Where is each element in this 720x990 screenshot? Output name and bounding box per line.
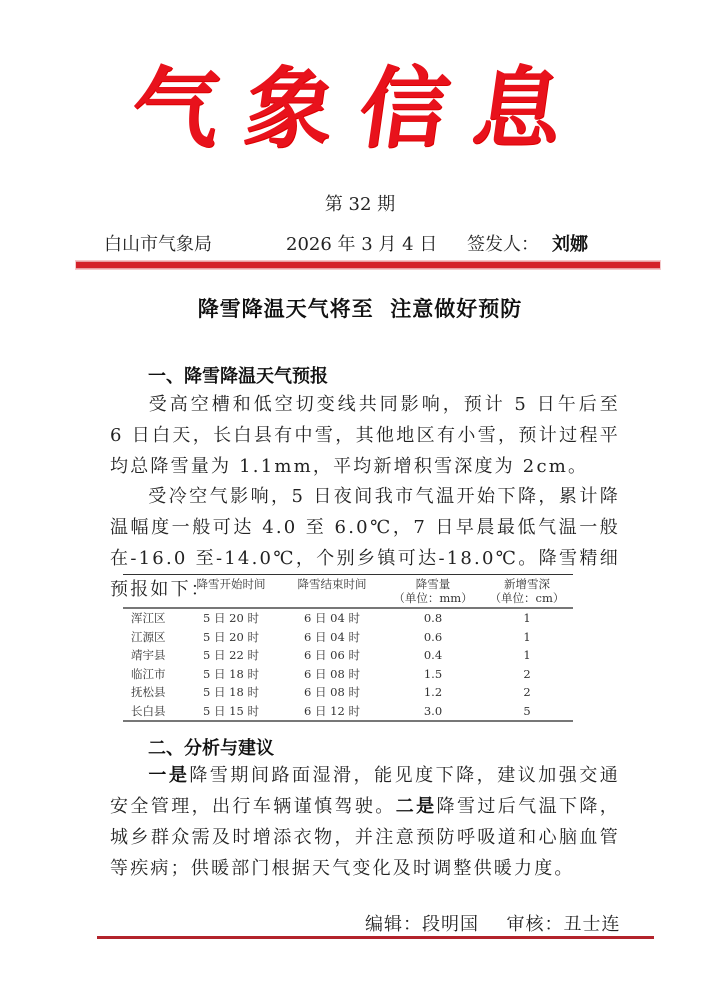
paragraph-text: 受高空槽和低空切变线共同影响，预计 5 日午后至 6 日白天，长白县有中雪，其他地区有小雪，预计过程平均总降雪量为 1.1mm，平均新增积雪深度为 2cm。 [110, 394, 620, 477]
table-header-row [123, 575, 573, 609]
end-time-cell: 6 日 04 时 [304, 629, 360, 644]
snowfall-cell: 1.5 [423, 666, 443, 681]
snowfall-cell: 1.2 [423, 685, 443, 699]
start-time-cell: 5 日 22 时 [203, 648, 259, 662]
region-cell: 临江市 [131, 666, 166, 681]
start-time-cell: 5 日 20 时 [203, 629, 259, 644]
table-row [123, 628, 573, 647]
region-cell: 抚松县 [131, 685, 166, 699]
footer-divider [97, 936, 654, 939]
snowfall-cell: 3.0 [423, 703, 443, 718]
editor-label: 编辑： [365, 914, 422, 935]
point-2-text: 降雪过后气温下降，城乡群众需及时增添衣物，并注意预防呼吸道和心脑血管等疾病；供暖部门根据天气变化及时调整供暖力度。 [110, 796, 620, 879]
snow-depth-cell: 5 [523, 703, 531, 718]
start-time-cell: 5 日 15 时 [203, 703, 259, 718]
region-cell: 靖宇县 [131, 648, 166, 662]
headline: 降雪降温天气将至 注意做好预防 [197, 297, 523, 321]
table-row [123, 665, 573, 684]
lead-point-1: 一是 [148, 765, 190, 786]
snowfall-cell: 0.4 [423, 648, 443, 662]
reviewer-name: 丑士连 [563, 914, 621, 935]
region-cell: 江源区 [131, 629, 166, 644]
issue-date: 2026 年 3 月 4 日 [286, 234, 438, 255]
snowfall-cell: 0.8 [423, 611, 443, 625]
signer-label: 签发人： [467, 234, 539, 255]
start-time-cell: 5 日 18 时 [203, 666, 259, 681]
signer-name: 刘娜 [552, 234, 588, 255]
snow-depth-cell: 1 [523, 648, 531, 662]
end-time-cell: 6 日 04 时 [304, 611, 360, 625]
header-cell: 降雪结束时间 [297, 577, 367, 591]
lead-point-2: 二是 [395, 796, 437, 817]
header-cell: 新增雪深 （单位：cm） [489, 577, 565, 605]
snow-forecast-table [123, 574, 573, 722]
section-2-paragraph [110, 760, 620, 884]
snow-depth-cell: 1 [523, 629, 531, 644]
header-cell: 降雪量 （单位：mm） [393, 577, 473, 605]
section-1-paragraph-1 [110, 389, 620, 482]
start-time-cell: 5 日 18 时 [203, 685, 259, 699]
section-1-title: 一、降雪降温天气预报 [148, 366, 328, 387]
issue-number: 第 32 期 [324, 194, 396, 215]
snow-depth-cell: 2 [523, 685, 531, 699]
footer-credits [365, 910, 620, 936]
masthead-title: 气象信息 [124, 56, 596, 160]
start-time-cell: 5 日 20 时 [203, 611, 259, 625]
end-time-cell: 6 日 08 时 [304, 666, 360, 681]
section-2-title: 二、分析与建议 [148, 738, 274, 759]
issuer: 白山市气象局 [104, 234, 212, 255]
editor-name: 段明国 [422, 914, 479, 935]
snow-depth-cell: 1 [523, 611, 531, 625]
end-time-cell: 6 日 06 时 [304, 648, 360, 662]
end-time-cell: 6 日 08 时 [304, 685, 360, 699]
snowfall-cell: 0.6 [423, 629, 443, 644]
snow-depth-cell: 2 [523, 666, 531, 681]
table-row [123, 683, 573, 702]
table-row [123, 702, 573, 722]
header-cell [123, 575, 183, 609]
paragraph-text: 受冷空气影响，5 日夜间我市气温开始下降，累计降温幅度一般可达 4.0 至 6.0℃，7 日早晨最低气温一般在-16.0 至-14.0℃，个别乡镇可达-18.0℃。降雪精细预报如下： [110, 486, 620, 600]
end-time-cell: 6 日 12 时 [304, 703, 360, 718]
table-row [123, 646, 573, 665]
table-row [123, 608, 573, 628]
region-cell: 浑江区 [131, 611, 166, 625]
region-cell: 长白县 [131, 703, 166, 718]
reviewer-label: 审核： [506, 914, 564, 935]
header-cell: 降雪开始时间 [196, 577, 266, 591]
header-divider [76, 261, 660, 269]
point-1-text: 降雪期间路面湿滑，能见度下降，建议加强交通安全管理，出行车辆谨慎驾驶。 [110, 765, 620, 817]
